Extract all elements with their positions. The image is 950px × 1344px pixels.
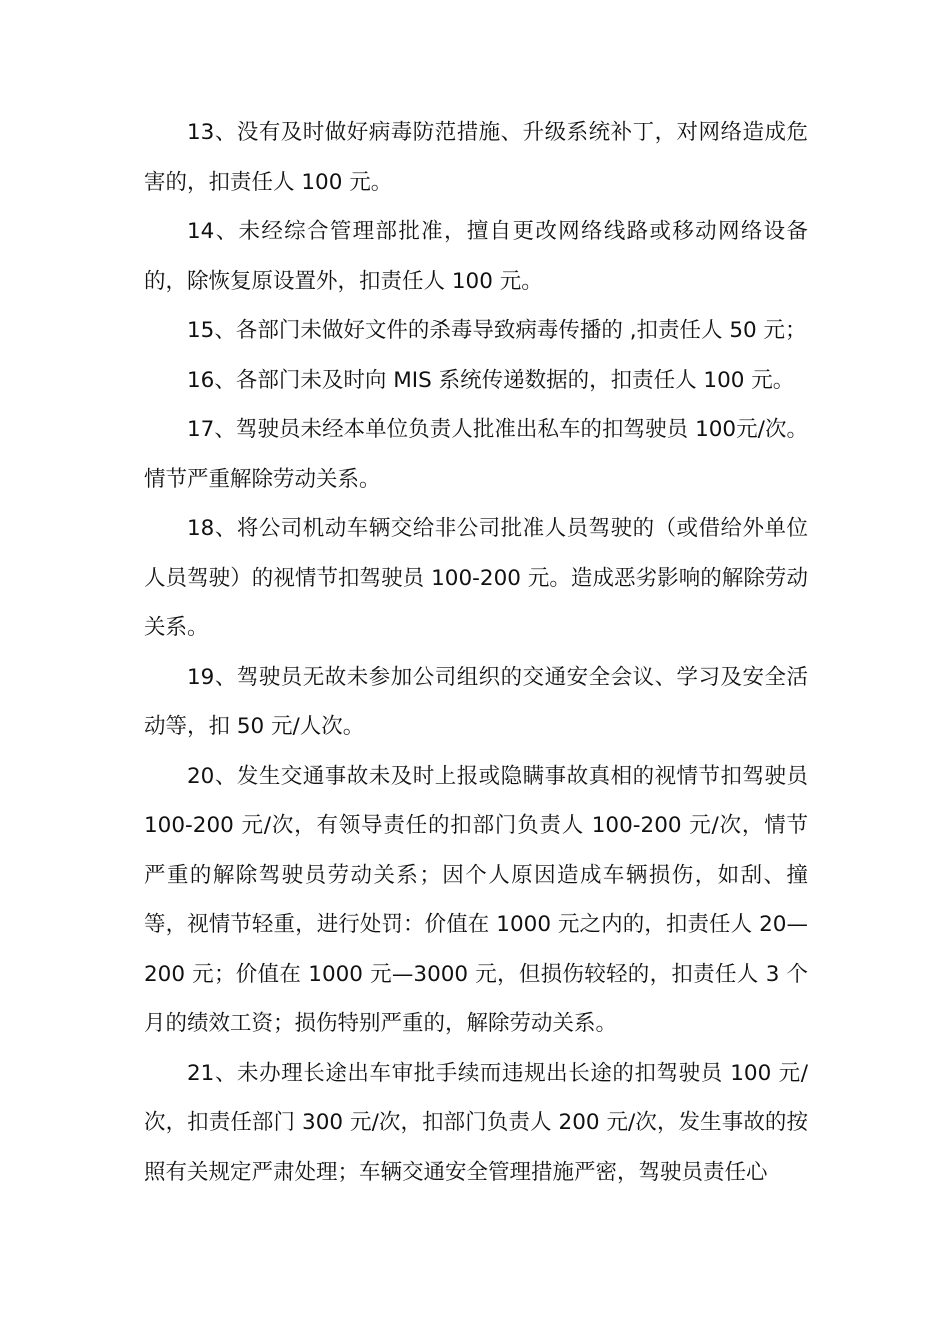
paragraph-15: 15、各部门未做好文件的杀毒导致病毒传播的 ,扣责任人 50 元；	[187, 318, 807, 343]
paragraph-14: 14、未经综合管理部批准，擅自更改网络线路或移动网络设备的，除恢复原设置外，扣责任人 100 元。	[144, 219, 808, 294]
paragraph-19: 19、驾驶员无故未参加公司组织的交通安全会议、学习及安全活动等，扣 50 元/人次。	[144, 664, 808, 739]
paragraph-17: 17、驾驶员未经本单位负责人批准出私车的扣驾驶员 100元/次。情节严重解除劳动关系。	[144, 417, 808, 492]
document-body	[144, 108, 808, 1197]
paragraph-16: 16、各部门未及时向 MIS 系统传递数据的，扣责任人 100 元。	[187, 367, 795, 393]
paragraph-18: 18、将公司机动车辆交给非公司批准人员驾驶的（或借给外单位人员驾驶）的视情节扣驾驶员 100-200 元。造成恶劣影响的解除劳动关系。	[144, 516, 808, 640]
paragraph-13: 13、没有及时做好病毒防范措施、升级系统补丁，对网络造成危害的，扣责任人 100 元。	[144, 120, 808, 195]
paragraph-20: 20、发生交通事故未及时上报或隐瞒事故真相的视情节扣驾驶员 100-200 元/次，有领导责任的扣部门负责人 100-200 元/次，情节严重的解除驾驶员劳动关系；因个人原因造成车辆损伤，如刮、撞等，视情节轻重，进行处罚：价值在 1000 元之内的，扣责任人 20—200 元；价值在 1000 元—3000 元，但损伤较轻的，扣责任人 3 个月的绩效工资；损伤特别严重的，解除劳动关系。	[144, 763, 808, 1036]
paragraph-21: 21、未办理长途出车审批手续而违规出长途的扣驾驶员 100 元/次，扣责任部门 300 元/次，扣部门负责人 200 元/次，发生事故的按照有关规定严肃处理；车辆交通安全管理措施严密，驾驶员责任心	[144, 1060, 808, 1185]
